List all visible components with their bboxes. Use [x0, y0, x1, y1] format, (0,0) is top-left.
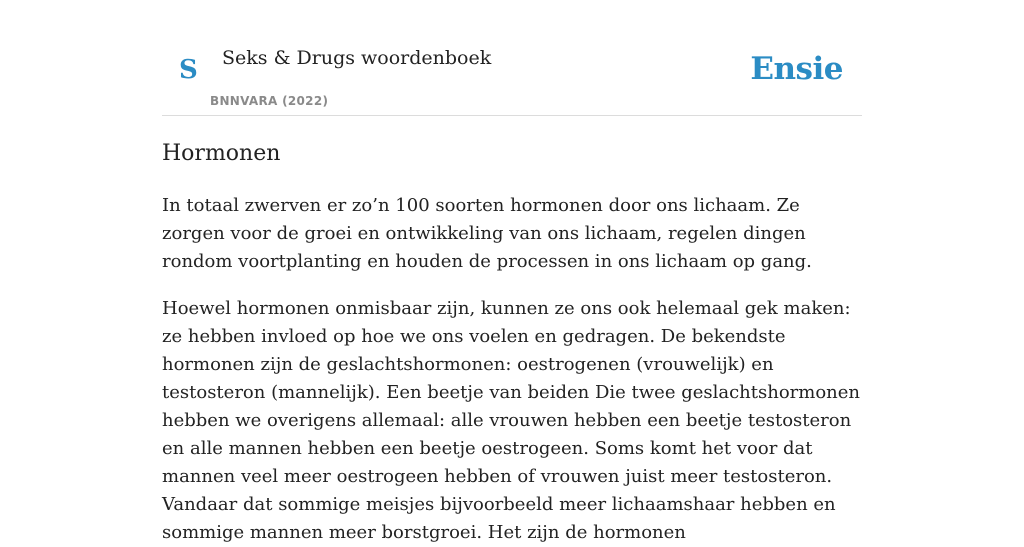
entry-paragraph: In totaal zwerven er zo’n 100 soorten hormonen door ons lichaam. Ze zorgen voor de groei en ontwikkeling van ons lichaam, regelen dingen rondom voortplanting en houden de processen in ons lichaam op gang. [162, 195, 812, 272]
entry-content [162, 136, 867, 547]
dictionary-header [162, 40, 862, 116]
entry-paragraph: Hoewel hormonen onmisbaar zijn, kunnen ze ons ook helemaal gek maken: ze hebben invloed op hoe we ons voelen en gedragen. De bekendste hormonen zijn de geslachtshormonen: oestrogenen (vrouwelijk) en testosteron (mannelijk). Een beetje van beiden Die twee geslachtshormonen hebben we overigens allemaal: alle vrouwen hebben een beetje testosteron en alle mannen hebben een beetje oestrogeen. Soms komt het voor dat mannen veel meer oestrogeen hebben of vrouwen juist meer testosteron. Vandaar dat sommige meisjes bijvoorbeeld meer lichaamshaar hebben en sommige mannen meer borstgroei. Het zijn de hormonen [162, 298, 861, 543]
dictionary-logo-letter: S [179, 55, 198, 85]
dictionary-source: BNNVARA (2022) [210, 94, 329, 108]
ensie-logo[interactable]: Ensie [750, 51, 843, 87]
dictionary-title-link[interactable]: Seks & Drugs woordenboek [222, 47, 492, 69]
entry-term: Hormonen [162, 141, 281, 166]
